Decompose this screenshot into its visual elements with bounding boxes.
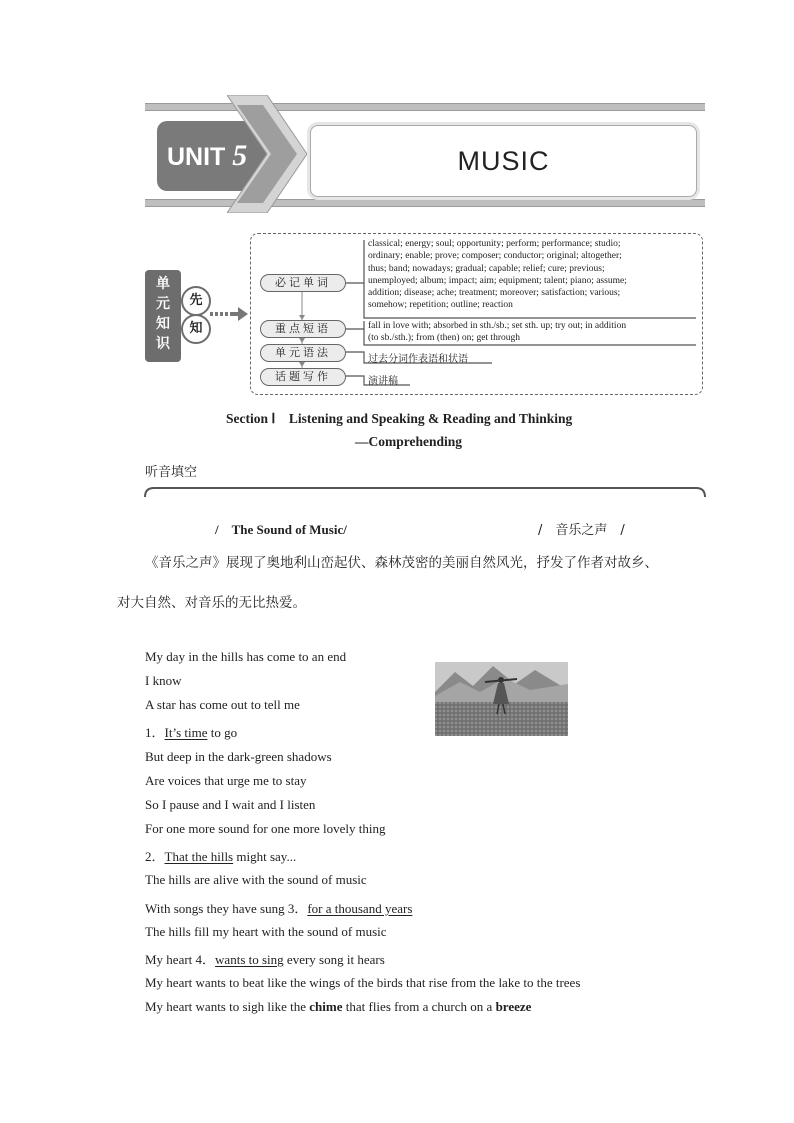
line-text: 2． — [145, 849, 165, 864]
line-text: Are voices that urge me to stay — [145, 773, 307, 788]
chevron-arrow-icon — [227, 95, 307, 213]
unit-title: MUSIC — [310, 125, 697, 197]
unit-knowledge-badge — [145, 270, 181, 362]
poem-line — [145, 898, 580, 924]
poem-line — [145, 673, 580, 697]
vocab-word: breeze — [495, 999, 532, 1014]
pill-must-remember-words: 必记单词 — [260, 274, 346, 292]
pill-unit-grammar: 单元语法 — [260, 344, 346, 362]
poem-line — [145, 872, 580, 898]
line-text: that flies from a church on a — [342, 999, 496, 1014]
words-line: somehow; repetition; outline; reaction — [368, 300, 513, 311]
unit-text: UNIT — [167, 143, 226, 171]
line-text: My heart 4． — [145, 952, 216, 967]
intro-line-2: 对大自然、对音乐的无比热爱。 — [117, 595, 306, 611]
answer-blank: That the hills — [164, 849, 234, 864]
line-text: The hills fill my heart with the sound of music — [145, 924, 387, 939]
words-line: thus; band; nowadays; gradual; capable; relief; cure; previous; — [368, 263, 605, 274]
line-text: every song it hears — [283, 952, 385, 967]
pill-topic-writing: 话题写作 — [260, 368, 346, 386]
line-text: A star has come out to tell me — [145, 697, 300, 712]
poem-line — [145, 697, 580, 722]
phrases-line: fall in love with; absorbed in sth./sb.; set sth. up; try out; in addition — [368, 321, 627, 331]
poem-line — [145, 924, 580, 949]
pill-key-phrases: 重点短语 — [260, 320, 346, 338]
circle-char-xian: 先 — [181, 286, 211, 316]
unit-number: 5 — [232, 139, 248, 172]
line-text: might say... — [233, 849, 297, 864]
vocab-word: chime — [309, 999, 343, 1014]
badge-char: 单 — [156, 276, 170, 292]
poem-line — [145, 846, 580, 872]
line-text: I know — [145, 673, 182, 688]
line-text: With songs they have sung 3． — [145, 901, 308, 916]
phrases-line: (to sb./sth.); from (then) on; get through — [368, 333, 520, 344]
line-text: So I pause and I wait and I listen — [145, 797, 316, 812]
answer-blank: for a thousand years — [307, 901, 413, 916]
poem-line — [145, 797, 580, 821]
intro-line-1: 《音乐之声》展现了奥地利山峦起伏、森林茂密的美丽自然风光，抒发了作者对故乡、 — [145, 555, 658, 571]
section-divider — [144, 484, 706, 498]
arrow-right-icon — [210, 307, 250, 321]
line-text: The hills are alive with the sound of music — [145, 872, 367, 887]
words-line: addition; disease; ache; treatment; moreover; satisfaction; various; — [368, 288, 621, 299]
section-title: Section Ⅰ Listening and Speaking & Reading and Thinking — [226, 411, 573, 426]
section-subtitle: —Comprehending — [355, 434, 463, 449]
answer-blank: wants to sing — [215, 952, 284, 967]
poem-line — [145, 649, 580, 673]
line-text: But deep in the dark-green shadows — [145, 749, 332, 764]
poem-line — [145, 949, 580, 975]
answer-blank: It’s time — [164, 725, 208, 740]
line-text: 1． — [145, 725, 165, 740]
words-line: ordinary; enable; prove; composer; conductor; original; altogether; — [368, 251, 622, 262]
words-list — [368, 238, 703, 312]
poem-line — [145, 749, 580, 773]
words-line: unemployed; album; impact; aim; equipment; talent; piano; assume; — [368, 275, 627, 286]
listen-fill-label: 听音填空 — [145, 465, 198, 480]
poem-line — [145, 773, 580, 797]
badge-char: 元 — [156, 296, 170, 312]
unit-banner — [145, 95, 705, 213]
line-text: to go — [207, 725, 238, 740]
song-title-en: / The Sound of Music/ — [215, 522, 347, 537]
grammar-text: 过去分词作表语和状语 — [368, 354, 468, 365]
writing-text: 演讲稿 — [368, 376, 398, 387]
line-text: My heart wants to sigh like the — [145, 999, 310, 1014]
line-text: For one more sound for one more lovely thing — [145, 821, 386, 836]
song-title-cn: / 音乐之声 / — [538, 523, 625, 538]
poem-line — [145, 821, 580, 846]
poem — [145, 649, 580, 1023]
phrases-list — [368, 320, 703, 345]
words-line: classical; energy; soul; opportunity; perform; performance; studio; — [368, 239, 621, 249]
poem-line — [145, 999, 580, 1023]
line-text: My day in the hills has come to an end — [145, 649, 347, 664]
badge-char: 知 — [156, 316, 170, 332]
line-text: My heart wants to beat like the wings of the birds that rise from the lake to the trees — [145, 975, 581, 990]
poem-line — [145, 722, 580, 749]
badge-char: 识 — [156, 336, 170, 352]
circle-char-zhi: 知 — [181, 314, 211, 344]
poem-line — [145, 975, 580, 999]
